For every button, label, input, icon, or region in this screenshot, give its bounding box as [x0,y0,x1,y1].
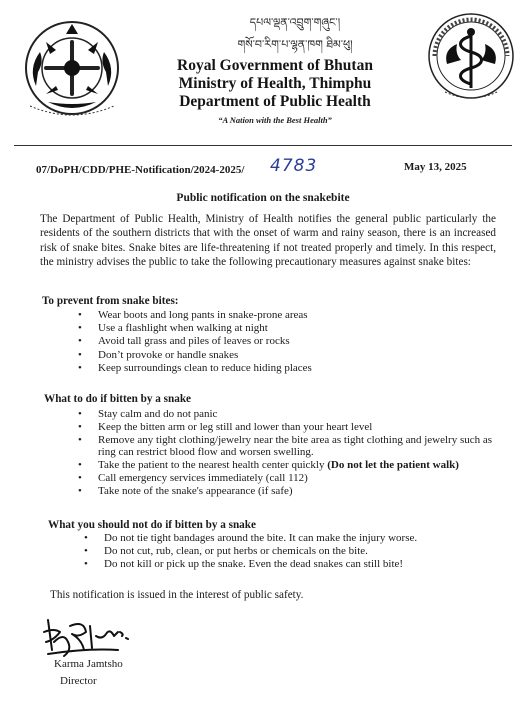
list-item: • Use a flashlight when walking at night [78,322,268,335]
prevent-heading: To prevent from snake bites: [42,295,179,307]
motto: “A Nation with the Best Health” [218,115,332,125]
list-item: • Avoid tall grass and piles of leaves or rocks [78,335,290,348]
notice-title: Public notification on the snakebite [176,192,350,204]
list-item: • Do not kill or pick up the snake. Even the dead snakes can still bite! [84,558,404,571]
bullet-icon: • [78,420,82,433]
government-name: Royal Government of Bhutan [177,57,373,74]
list-item: • Stay calm and do not panic [78,408,218,420]
bullet-icon: • [78,471,82,484]
list-item: • Keep the bitten arm or leg still and lower than your heart level [78,420,373,433]
bullet-icon: • [84,532,88,544]
signatory-name: Karma Jamtsho [54,658,123,670]
bullet-icon: • [78,484,82,497]
closing-statement: This notification is issued in the interest of public safety. [50,589,304,601]
ministry-name: Ministry of Health, Thimphu [178,75,372,92]
bullet-icon: • [78,348,82,361]
if-bitten-list [78,408,508,498]
ministry-of-health-seal-logo [425,8,517,108]
list-item: • Keep surroundings clean to reduce hiding places [78,361,312,374]
bullet-icon: • [78,408,82,420]
list-item: • Don’t provoke or handle snakes [78,348,239,361]
list-item: • Do not tie tight bandages around the bite. It can make the injury worse. [84,532,418,544]
list-item: • Do not cut, rub, clean, or put herbs or chemicals on the bite. [84,545,368,558]
bullet-icon: • [78,361,82,374]
dzongkha-government-name: དཔལ་ལྡན་འབྲུག་གཞུང་། [249,16,341,29]
bullet-icon: • [84,558,88,571]
intro-paragraph: The Department of Public Health, Ministry of Health notifies the general public particularly the residents of the southern districts that with the onset of warm and rainy season, there is an increased risk of snake bites. Snake bites are life-threatening if not treated properly and timely. In this respect, the ministry advises the public to take the following precautionary measures against snake bites: [40,213,496,269]
list-item: • Wear boots and long pants in snake-prone areas [78,309,308,321]
handwritten-signature [40,612,160,662]
bullet-icon: • [78,335,82,348]
department-name: Department of Public Health [179,93,371,110]
if-bitten-heading: What to do if bitten by a snake [44,393,192,405]
reference-number: 07/DoPH/CDD/PHE-Notification/2024-2025/ [36,164,245,176]
list-item: • Call emergency services immediately (call 112) [78,471,308,484]
bullet-icon: • [78,322,82,335]
list-item: • Take note of the snake's appearance (if safe) [78,484,293,497]
letterhead-divider [14,145,512,146]
bullet-icon: • [78,459,82,472]
bullet-icon: • [78,433,82,446]
dzongkha-ministry-name: གསོ་བ་རིག་པ་ལྷན་ཁག ཐིམ་ཕུ། [237,38,353,51]
signatory-title: Director [60,675,97,687]
list-item: • Take the patient to the nearest health center quickly (Do not let the patient walk) [78,459,459,472]
walk-warning: (Do not let the patient walk) [327,459,459,472]
list-item: • Remove any tight clothing/jewelry near the bite area as tight clothing and jewelry such as ring can restrict blood flow and worsen swelling. [78,433,493,459]
royal-emblem-logo [18,14,126,122]
bullet-icon: • [84,545,88,558]
do-not-list [84,532,504,572]
bullet-icon: • [78,309,82,321]
prevent-list [78,309,498,375]
handwritten-reference-number: 4783 [270,156,318,176]
notice-date: May 13, 2025 [404,161,467,173]
do-not-heading: What you should not do if bitten by a snake [48,519,256,531]
